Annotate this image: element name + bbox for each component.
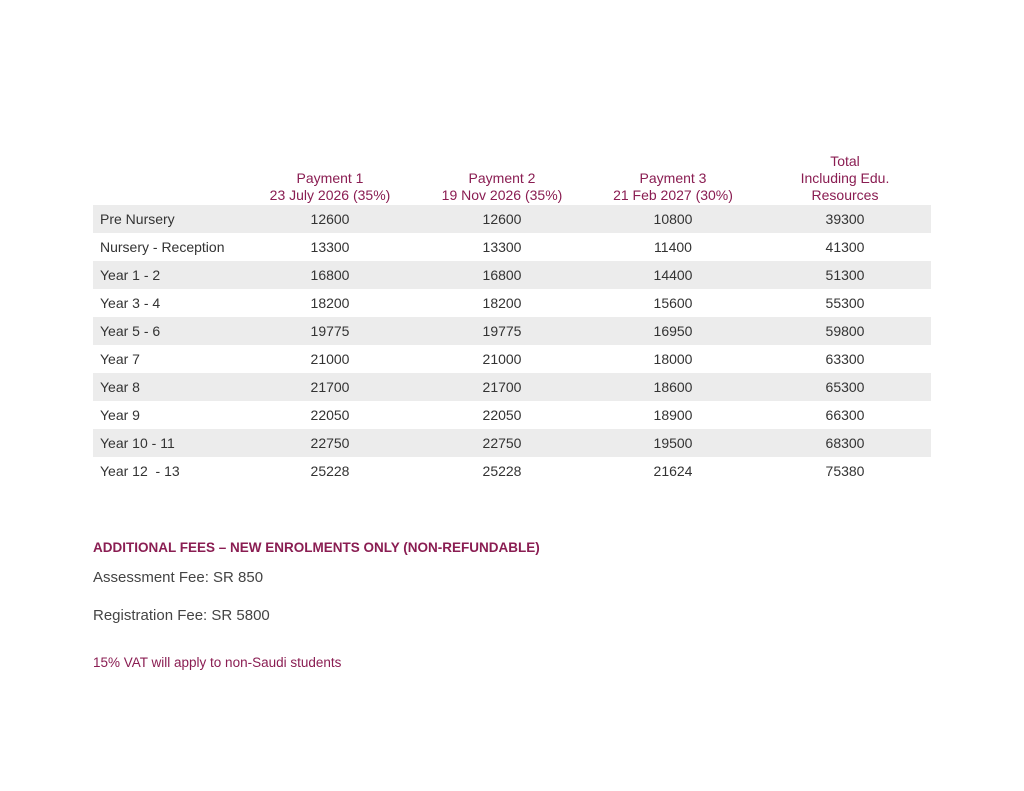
table-body <box>93 205 931 485</box>
header-title: Payment 1 <box>296 170 364 186</box>
cell-total: 65300 <box>825 379 865 395</box>
row-label: Year 8 <box>100 379 140 395</box>
cell-payment-2: 18200 <box>482 295 522 311</box>
cell-payment-1: 18200 <box>310 295 350 311</box>
vat-note: 15% VAT will apply to non-Saudi students <box>93 655 342 670</box>
cell-payment-1: 22050 <box>310 407 350 423</box>
row-label: Pre Nursery <box>100 211 175 227</box>
cell-total: 39300 <box>825 211 865 227</box>
table-row <box>93 205 931 233</box>
header-subtitle: Including Edu. <box>800 170 890 186</box>
cell-payment-2: 22050 <box>482 407 522 423</box>
row-label: Year 9 <box>100 407 140 423</box>
table-row <box>93 261 931 289</box>
cell-total: 51300 <box>825 267 865 283</box>
row-label: Year 5 - 6 <box>100 323 161 339</box>
row-label: Nursery - Reception <box>100 239 225 255</box>
cell-payment-2: 12600 <box>482 211 522 227</box>
table-row <box>93 401 931 429</box>
fee-table <box>93 148 931 485</box>
header-subtitle: 21 Feb 2027 (30%) <box>613 187 733 203</box>
cell-payment-3: 18900 <box>653 407 693 423</box>
header-payment-1 <box>244 148 416 205</box>
cell-payment-3: 19500 <box>653 435 693 451</box>
cell-payment-3: 18000 <box>653 351 693 367</box>
cell-payment-2: 16800 <box>482 267 522 283</box>
cell-payment-2: 22750 <box>482 435 522 451</box>
cell-payment-2: 19775 <box>482 323 522 339</box>
row-label: Year 10 - 11 <box>100 435 175 451</box>
header-subtitle-2: Resources <box>811 187 879 203</box>
cell-payment-3: 15600 <box>653 295 693 311</box>
header-subtitle: 19 Nov 2026 (35%) <box>441 187 563 203</box>
cell-payment-3: 21624 <box>653 463 693 479</box>
cell-total: 59800 <box>825 323 865 339</box>
header-title: Payment 2 <box>468 170 536 186</box>
cell-payment-1: 16800 <box>310 267 350 283</box>
assessment-fee: Assessment Fee: SR 850 <box>93 569 264 586</box>
cell-total: 55300 <box>825 295 865 311</box>
row-label: Year 1 - 2 <box>100 267 161 283</box>
header-total <box>759 148 931 205</box>
additional-fees-heading: ADDITIONAL FEES – NEW ENROLMENTS ONLY (NON-REFUNDABLE) <box>93 540 540 555</box>
cell-payment-1: 12600 <box>310 211 350 227</box>
table-row <box>93 289 931 317</box>
header-title: Total <box>830 153 860 169</box>
cell-payment-3: 16950 <box>653 323 693 339</box>
cell-payment-1: 25228 <box>310 463 350 479</box>
cell-payment-3: 11400 <box>654 239 692 255</box>
cell-payment-3: 18600 <box>653 379 693 395</box>
table-row <box>93 373 931 401</box>
header-payment-2 <box>416 148 588 205</box>
cell-payment-2: 21000 <box>482 351 522 367</box>
cell-total: 75380 <box>825 463 865 479</box>
row-label: Year 12 - 13 <box>100 463 180 479</box>
table-row <box>93 345 931 373</box>
table-header <box>93 148 931 205</box>
cell-payment-2: 13300 <box>482 239 522 255</box>
cell-total: 41300 <box>825 239 865 255</box>
cell-payment-2: 25228 <box>482 463 522 479</box>
row-label: Year 7 <box>100 351 140 367</box>
table-row <box>93 457 931 485</box>
cell-total: 63300 <box>825 351 865 367</box>
cell-total: 68300 <box>825 435 865 451</box>
table-row <box>93 317 931 345</box>
row-label: Year 3 - 4 <box>100 295 161 311</box>
cell-total: 66300 <box>825 407 865 423</box>
header-payment-3 <box>587 148 759 205</box>
cell-payment-2: 21700 <box>482 379 522 395</box>
cell-payment-1: 21000 <box>310 351 350 367</box>
cell-payment-1: 21700 <box>310 379 350 395</box>
cell-payment-1: 19775 <box>310 323 350 339</box>
cell-payment-3: 10800 <box>653 211 693 227</box>
cell-payment-1: 13300 <box>310 239 350 255</box>
cell-payment-1: 22750 <box>310 435 350 451</box>
header-subtitle: 23 July 2026 (35%) <box>269 187 391 203</box>
cell-payment-3: 14400 <box>653 267 693 283</box>
registration-fee: Registration Fee: SR 5800 <box>93 607 270 624</box>
table-row <box>93 233 931 261</box>
table-row <box>93 429 931 457</box>
header-title: Payment 3 <box>639 170 707 186</box>
